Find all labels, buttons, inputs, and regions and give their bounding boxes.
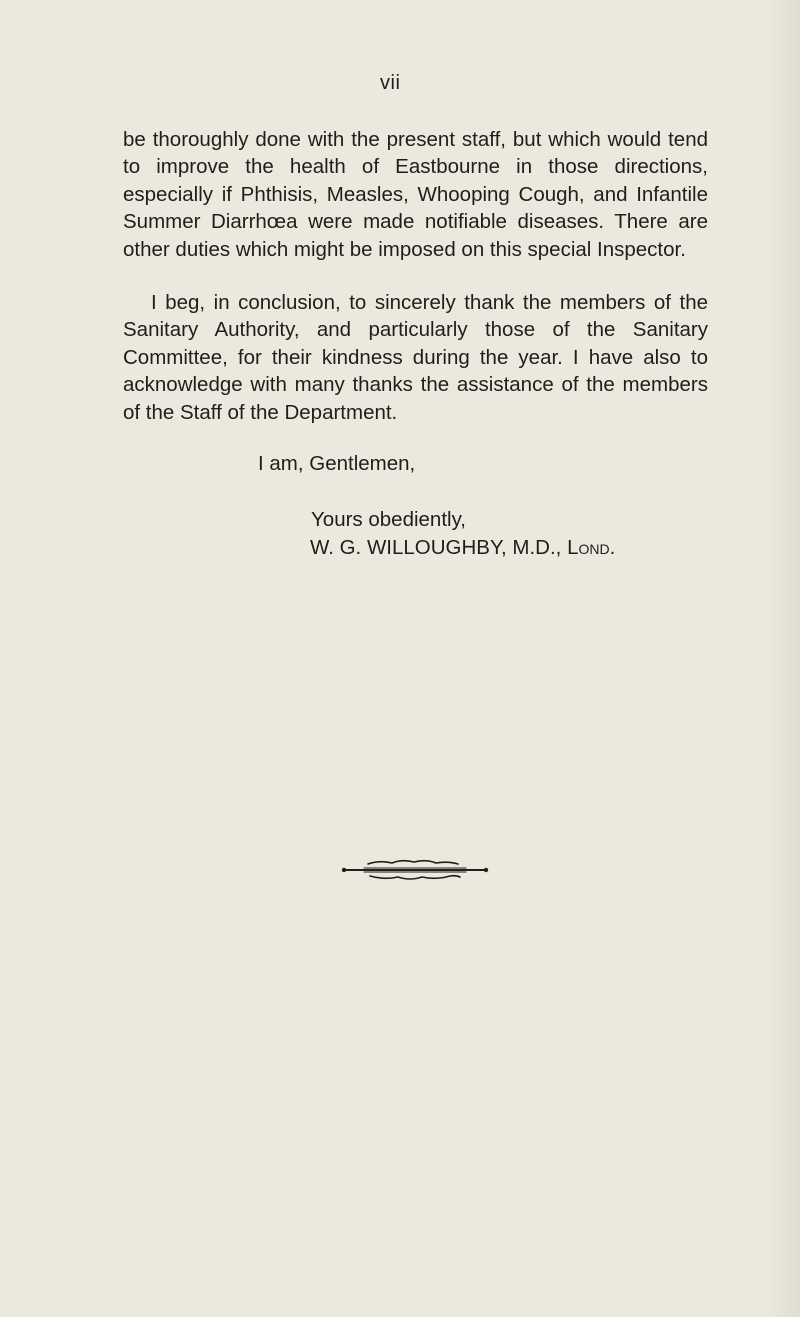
closing-valediction: Yours obediently,: [311, 508, 467, 531]
closing-salutation: I am, Gentlemen,: [258, 452, 416, 475]
body-paragraph-2: I beg, in conclusion, to sincerely thank the members of the Sanitary Authority, and particularly those of the Sanitary Committee, for their kindness during the year. I have also to acknowledge with many thanks the assistance of the members of the Staff of the Department.: [123, 291, 708, 424]
signature: [310, 536, 615, 560]
signature-degree: Lond.: [567, 536, 616, 559]
ornament-icon: [340, 858, 490, 882]
body-paragraph-1: be thoroughly done with the present staff, but which would tend to improve the health of Eastbourne in those directions, especially if Phthisis, Measles, Whooping Cough, and Infantile Summer Diarrhœa were made notifiable diseases. There are other duties which might be imposed on this special Inspector.: [123, 128, 708, 261]
signature-name: W. G. WILLOUGHBY, M.D.,: [310, 536, 562, 559]
page-number: vii: [380, 72, 401, 94]
page-edge-shadow: [766, 0, 800, 1317]
